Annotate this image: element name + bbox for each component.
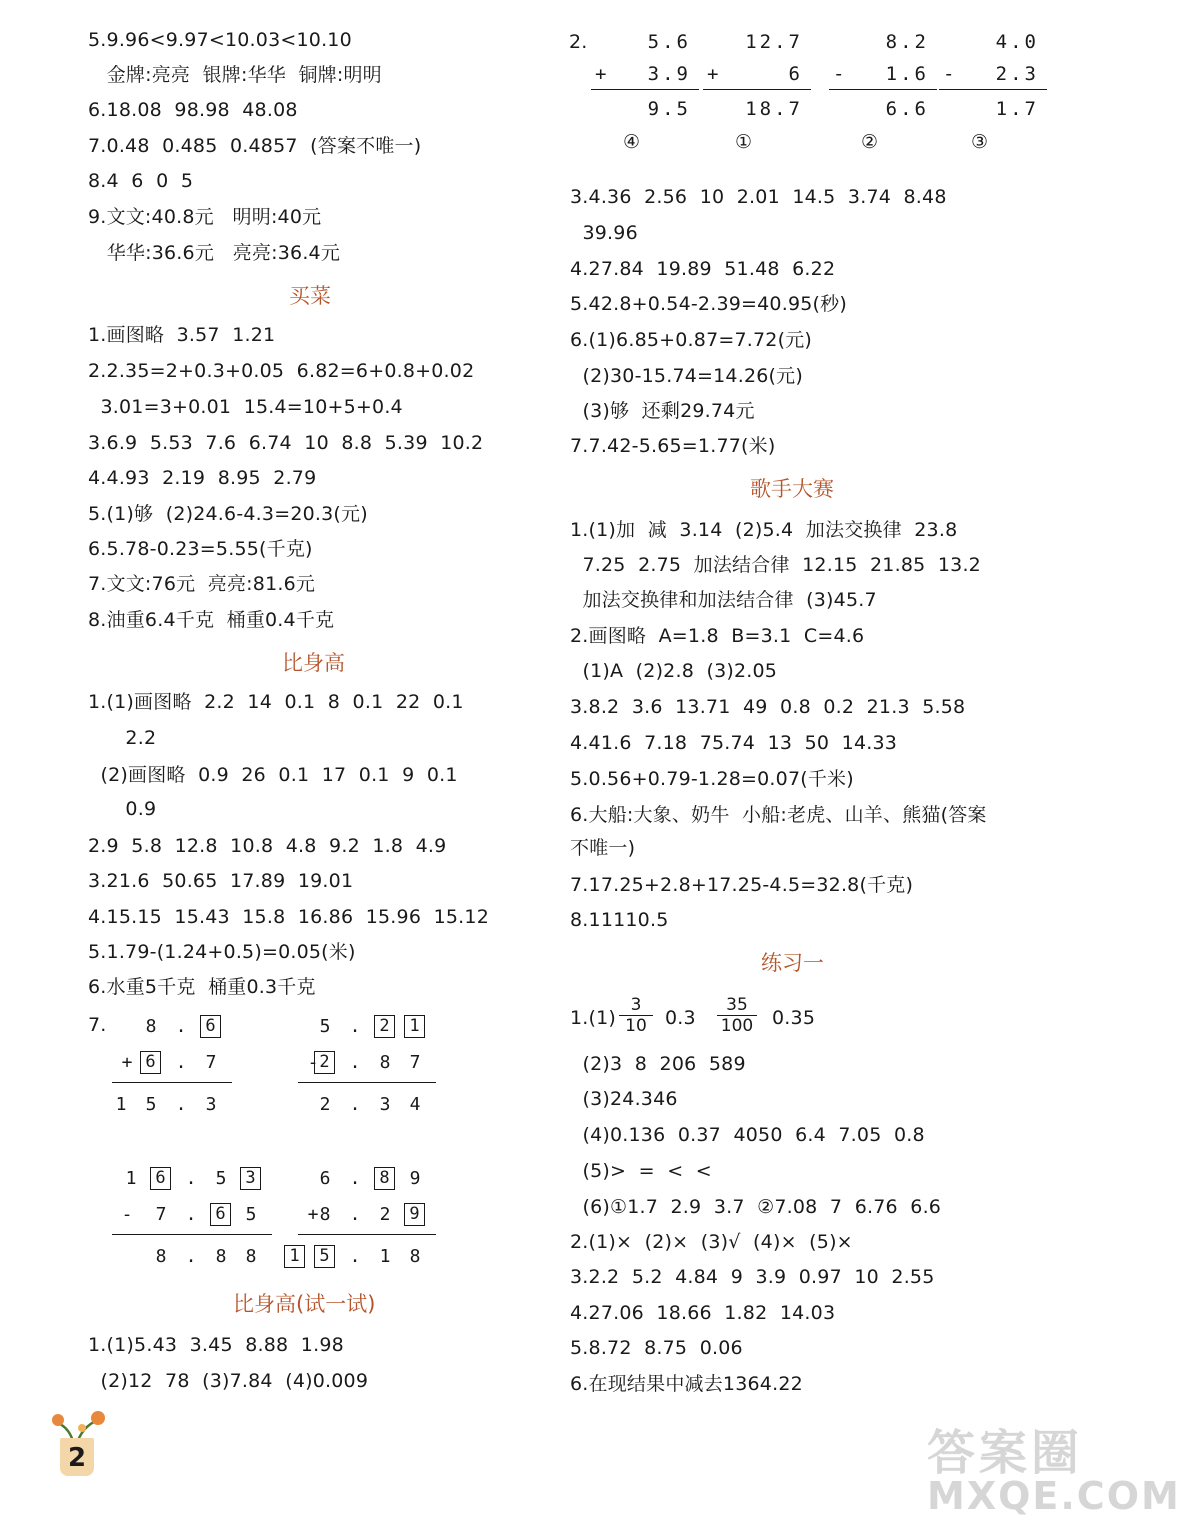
digit: 2: [319, 1094, 331, 1115]
answer-line: 3.4.36 2.56 10 2.01 14.5 3.74 8.48: [570, 186, 947, 208]
digit: 1: [379, 1246, 391, 1267]
answer-box-digit: 6: [200, 1015, 221, 1038]
answer-line: 5.0.56+0.79-1.28=0.07(千米): [570, 768, 854, 790]
digit: .: [185, 1204, 197, 1225]
circled-number: ④: [623, 131, 641, 153]
digit: 5: [215, 1168, 227, 1189]
answer-line: 4.27.84 19.89 51.48 6.22: [570, 258, 836, 280]
digit: .: [185, 1246, 197, 1267]
ex1-mid-value: 0.3: [665, 1007, 696, 1029]
answer-line: 2.画图略 A=1.8 B=3.1 C=4.6: [570, 625, 865, 647]
digit: 5: [319, 1016, 331, 1037]
sum-line: [298, 1234, 436, 1235]
calc-result: 1.7: [995, 98, 1039, 120]
calc-operator: -: [833, 63, 848, 85]
answer-box-digit: 2: [314, 1051, 335, 1074]
watermark-url: MXQE.COM: [927, 1474, 1181, 1518]
digit: .: [175, 1016, 187, 1037]
answer-line: (2)30-15.74=14.26(元): [570, 365, 803, 387]
answer-box-digit: 3: [240, 1167, 261, 1190]
answer-line: 7.17.25+2.8+17.25-4.5=32.8(千克): [570, 874, 914, 896]
fraction-denominator: 100: [720, 1016, 754, 1036]
operator-sign: -: [121, 1204, 133, 1225]
q2-label: 2.: [569, 31, 588, 53]
fraction-denominator: 10: [625, 1016, 647, 1036]
answer-line: 不唯一): [570, 837, 636, 859]
fraction-35-100: [717, 995, 757, 1036]
answer-line: (1)A (2)2.8 (3)2.05: [570, 660, 778, 682]
calc-bottom: 6: [788, 63, 803, 85]
digit: .: [349, 1246, 361, 1267]
digit: 8: [245, 1246, 257, 1267]
sum-line: [939, 89, 1047, 90]
answer-line: 8.11110.5: [570, 909, 669, 931]
calc-bottom: 1.6: [885, 63, 929, 85]
digit: 3: [205, 1094, 217, 1115]
digit: 2: [379, 1204, 391, 1225]
ex1-end-value: 0.35: [772, 1007, 816, 1029]
answer-line: 7.0.48 0.485 0.4857 (答案不唯一): [88, 135, 422, 157]
answer-line: 8.4 6 0 5: [88, 170, 194, 192]
circled-number: ③: [971, 131, 989, 153]
digit: 8: [215, 1246, 227, 1267]
digit: 8: [145, 1016, 157, 1037]
calc-result: 6.6: [885, 98, 929, 120]
digit: 5: [245, 1204, 257, 1225]
sum-line: [591, 89, 699, 90]
sum-line: [703, 89, 811, 90]
sum-line: [112, 1234, 272, 1235]
section-title-buy-vegetables: 买菜: [289, 284, 331, 308]
digit: 3: [379, 1094, 391, 1115]
answer-line: 2.(1)× (2)× (3)√ (4)× (5)×: [570, 1231, 853, 1253]
answer-line: 6.水重5千克 桶重0.3千克: [88, 976, 316, 998]
answer-box-digit: 6: [140, 1051, 161, 1074]
answer-line: 1.(1)画图略 2.2 14 0.1 8 0.1 22 0.1: [88, 691, 464, 713]
calc-top: 4.0: [995, 31, 1039, 53]
calc-operator: -: [943, 63, 958, 85]
answer-line: 7.7.42-5.65=1.77(米): [570, 435, 776, 457]
digit: 9: [409, 1168, 421, 1189]
calc-operator: +: [707, 63, 722, 85]
answer-line: 39.96: [570, 222, 638, 244]
fraction-numerator: 35: [717, 995, 757, 1016]
answer-line: 6.大船:大象、奶牛 小船:老虎、山羊、熊猫(答案: [570, 804, 987, 826]
sum-line: [298, 1082, 436, 1083]
digit: 8: [155, 1246, 167, 1267]
answer-line: 8.油重6.4千克 桶重0.4千克: [88, 609, 335, 631]
operator-sign: +: [121, 1052, 133, 1073]
digit: .: [175, 1052, 187, 1073]
answer-line: (2)3 8 206 589: [570, 1053, 746, 1075]
digit: 7: [205, 1052, 217, 1073]
answer-line: (5)> = < <: [570, 1160, 712, 1182]
answer-line: 9.文文:40.8元 明明:40元: [88, 206, 322, 228]
digit: 7: [409, 1052, 421, 1073]
answer-line: 2.2: [88, 727, 157, 749]
answer-box-digit: 1: [284, 1245, 305, 1268]
answer-line: 5.(1)够 (2)24.6-4.3=20.3(元): [88, 503, 368, 525]
answer-line: 3.6.9 5.53 7.6 6.74 10 8.8 5.39 10.2: [88, 432, 484, 454]
answer-box-digit: 2: [374, 1015, 395, 1038]
answer-line: (4)0.136 0.37 4050 6.4 7.05 0.8: [570, 1124, 925, 1146]
answer-line: 3.8.2 3.6 13.71 49 0.8 0.2 21.3 5.58: [570, 696, 966, 718]
digit: 8: [409, 1246, 421, 1267]
answer-line: 6.5.78-0.23=5.55(千克): [88, 538, 313, 560]
answer-line: 4.41.6 7.18 75.74 13 50 14.33: [570, 732, 898, 754]
operator-sign: -: [307, 1052, 319, 1073]
sum-line: [829, 89, 937, 90]
digit: 8: [379, 1052, 391, 1073]
calc-bottom: 2.3: [995, 63, 1039, 85]
digit: .: [349, 1052, 361, 1073]
answer-line: (2)12 78 (3)7.84 (4)0.009: [88, 1370, 369, 1392]
circled-number: ②: [861, 131, 879, 153]
digit: .: [175, 1094, 187, 1115]
calc-result: 9.5: [647, 98, 691, 120]
digit: .: [185, 1168, 197, 1189]
answer-line: 华华:36.6元 亮亮:36.4元: [88, 242, 341, 264]
answer-line: (2)画图略 0.9 26 0.1 17 0.1 9 0.1: [88, 764, 458, 786]
answer-line: 5.8.72 8.75 0.06: [570, 1337, 743, 1359]
answer-line: 7.: [88, 1014, 107, 1036]
answer-box-digit: 8: [374, 1167, 395, 1190]
calc-bottom: 3.9: [647, 63, 691, 85]
section-title-compare-height: 比身高: [282, 651, 345, 675]
answer-line: 2.2.35=2+0.3+0.05 6.82=6+0.8+0.02: [88, 360, 475, 382]
digit: 7: [155, 1204, 167, 1225]
answer-line: 6.18.08 98.98 48.08: [88, 99, 298, 121]
answer-line: (3)24.346: [570, 1088, 678, 1110]
answer-box-digit: 5: [314, 1245, 335, 1268]
answer-line: 6.在现结果中减去1364.22: [570, 1373, 803, 1395]
digit: 1: [125, 1168, 137, 1189]
digit: .: [349, 1168, 361, 1189]
answer-line: 6.(1)6.85+0.87=7.72(元): [570, 329, 813, 351]
answer-line: 7.25 2.75 加法结合律 12.15 21.85 13.2: [570, 554, 981, 576]
answer-line: 5.42.8+0.54-2.39=40.95(秒): [570, 293, 847, 315]
digit: .: [349, 1016, 361, 1037]
digit: 1: [115, 1094, 127, 1115]
calc-top: 12.7: [745, 31, 803, 53]
answer-line: 加法交换律和加法结合律 (3)45.7: [570, 589, 877, 611]
calc-top: 5.6: [647, 31, 691, 53]
digit: 8: [319, 1204, 331, 1225]
answer-box-digit: 9: [404, 1203, 425, 1226]
answer-line: 3.21.6 50.65 17.89 19.01: [88, 870, 354, 892]
answer-line: 5.9.96<9.97<10.03<10.10: [88, 29, 352, 51]
answer-line: 金牌:亮亮 银牌:华华 铜牌:明明: [88, 64, 382, 86]
section-title-singer-contest: 歌手大赛: [750, 477, 834, 501]
page-number: 2: [67, 1443, 87, 1473]
answer-line: 7.文文:76元 亮亮:81.6元: [88, 573, 316, 595]
digit: 6: [319, 1168, 331, 1189]
ex1-prefix: 1.(1): [570, 1007, 617, 1029]
answer-line: 4.15.15 15.43 15.8 16.86 15.96 15.12: [88, 906, 489, 928]
circled-number: ①: [735, 131, 753, 153]
answer-line: 5.1.79-(1.24+0.5)=0.05(米): [88, 941, 356, 963]
calc-result: 18.7: [745, 98, 803, 120]
answer-line: 2.9 5.8 12.8 10.8 4.8 9.2 1.8 4.9: [88, 835, 447, 857]
digit: 5: [145, 1094, 157, 1115]
operator-sign: +: [307, 1204, 319, 1225]
answer-line: 1.(1)5.43 3.45 8.88 1.98: [88, 1334, 344, 1356]
watermark-logo-text: 答案圈: [927, 1425, 1084, 1481]
answer-box-digit: 6: [210, 1203, 231, 1226]
section-title-compare-height-try: 比身高(试一试): [233, 1292, 376, 1316]
digit: .: [349, 1094, 361, 1115]
answer-line: (3)够 还剩29.74元: [570, 400, 755, 422]
digit: .: [349, 1204, 361, 1225]
calc-operator: +: [595, 63, 610, 85]
answer-box-digit: 6: [150, 1167, 171, 1190]
digit: 4: [409, 1094, 421, 1115]
answer-line: 3.01=3+0.01 15.4=10+5+0.4: [88, 396, 403, 418]
answer-line: (6)①1.7 2.9 3.7 ②7.08 7 6.76 6.6: [570, 1196, 942, 1218]
page-number-badge: [52, 1408, 112, 1480]
answer-line: 0.9: [88, 798, 157, 820]
answer-line: 4.4.93 2.19 8.95 2.79: [88, 467, 317, 489]
fraction-3-10: [619, 995, 653, 1036]
answer-line: 1.画图略 3.57 1.21: [88, 324, 276, 346]
fraction-numerator: 3: [619, 995, 653, 1016]
answer-line: 1.(1)加 减 3.14 (2)5.4 加法交换律 23.8: [570, 519, 958, 541]
calc-top: 8.2: [885, 31, 929, 53]
answer-box-digit: 1: [404, 1015, 425, 1038]
section-title-exercise-one: 练习一: [761, 951, 824, 975]
answer-line: 3.2.2 5.2 4.84 9 3.9 0.97 10 2.55: [570, 1266, 935, 1288]
answer-line: 4.27.06 18.66 1.82 14.03: [570, 1302, 836, 1324]
sum-line: [112, 1082, 232, 1083]
